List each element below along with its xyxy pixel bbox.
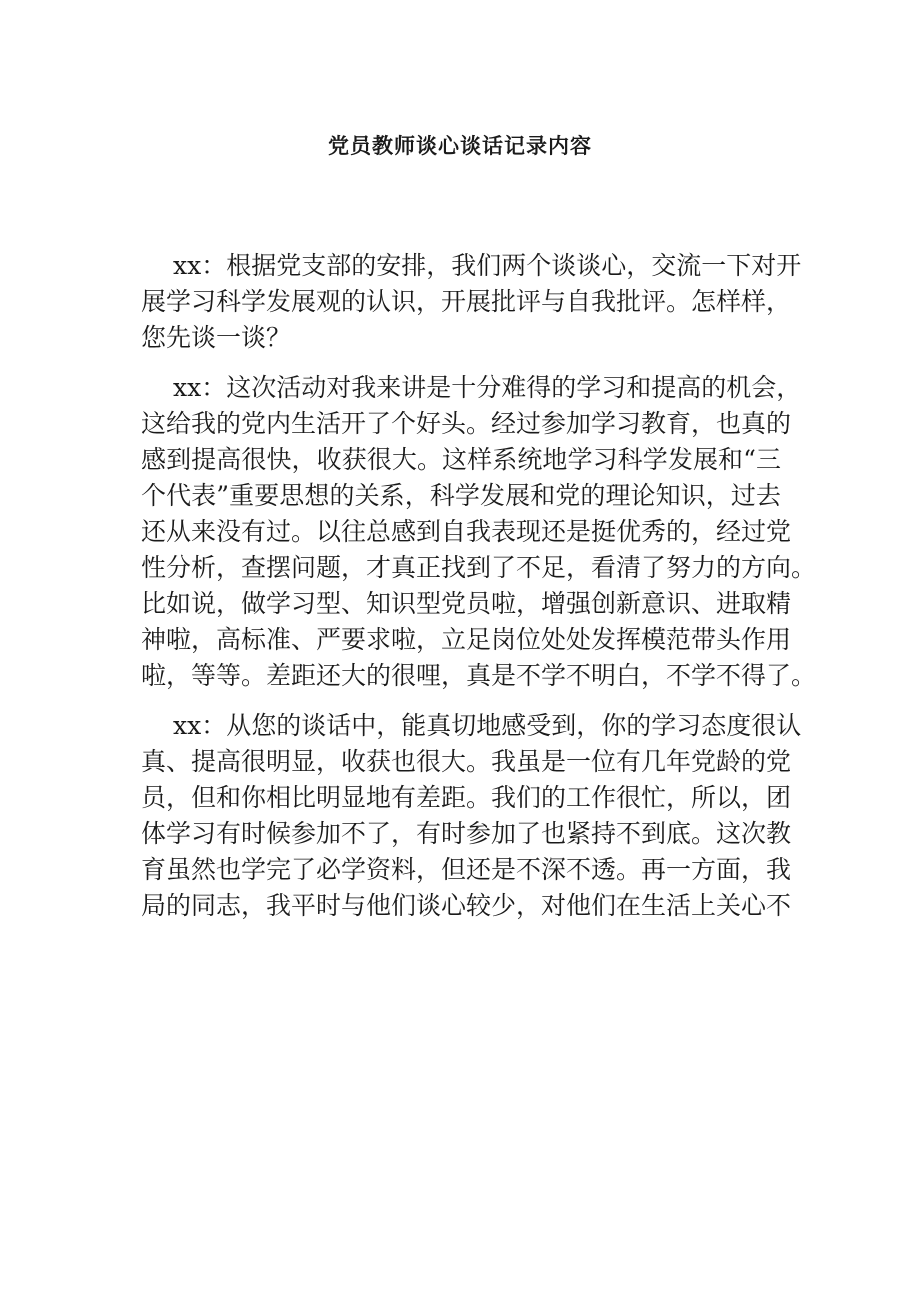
text-line: 啦，等等。差距还大的很哩，真是不学不明白，不学不得了。 xyxy=(141,661,817,690)
text-line: 性分析，查摆问题，才真正找到了不足，看清了努力的方向。 xyxy=(141,553,817,582)
text-line: 员，但和你相比明显地有差距。我们的工作很忙，所以，团 xyxy=(141,783,792,812)
text-line: 还从来没有过。以往总感到自我表现还是挺优秀的，经过党 xyxy=(141,517,792,546)
text-line: 体学习有时候参加不了，有时参加了也紧持不到底。这次教 xyxy=(141,819,792,848)
text-line: xx：根据党支部的安排，我们两个谈谈心，交流一下对开 xyxy=(173,251,802,280)
text-line: xx：这次活动对我来讲是十分难得的学习和提高的机会， xyxy=(173,373,802,402)
document-body xyxy=(141,248,817,938)
text-line: 感到提高很快，收获很大。这样系统地学习科学发展和“三 xyxy=(141,445,781,474)
paragraph-3 xyxy=(141,708,802,924)
text-line: xx：从您的谈话中，能真切地感受到，你的学习态度很认 xyxy=(173,711,802,740)
text-line: 比如说，做学习型、知识型党员啦，增强创新意识、进取精 xyxy=(141,589,792,618)
text-line: 您先谈一谈？ xyxy=(141,323,292,352)
text-line: 局的同志，我平时与他们谈心较少，对他们在生活上关心不 xyxy=(141,891,792,920)
text-line: 展学习科学发展观的认识，开展批评与自我批评。怎样样， xyxy=(141,287,792,316)
paragraph-1 xyxy=(141,248,802,356)
text-line: 神啦，高标准、严要求啦，立足岗位处处发挥模范带头作用 xyxy=(141,625,792,654)
text-line: 真、提高很明显，收获也很大。我虽是一位有几年党龄的党 xyxy=(141,747,792,776)
paragraph-2 xyxy=(141,370,817,694)
text-line: 个代表”重要思想的关系，科学发展和党的理论知识，过去 xyxy=(141,481,781,510)
text-line: 这给我的党内生活开了个好头。经过参加学习教育，也真的 xyxy=(141,409,792,438)
text-line: 育虽然也学完了必学资料，但还是不深不透。再一方面，我 xyxy=(141,855,792,884)
document-title: 党员教师谈心谈话记录内容 xyxy=(328,134,592,158)
